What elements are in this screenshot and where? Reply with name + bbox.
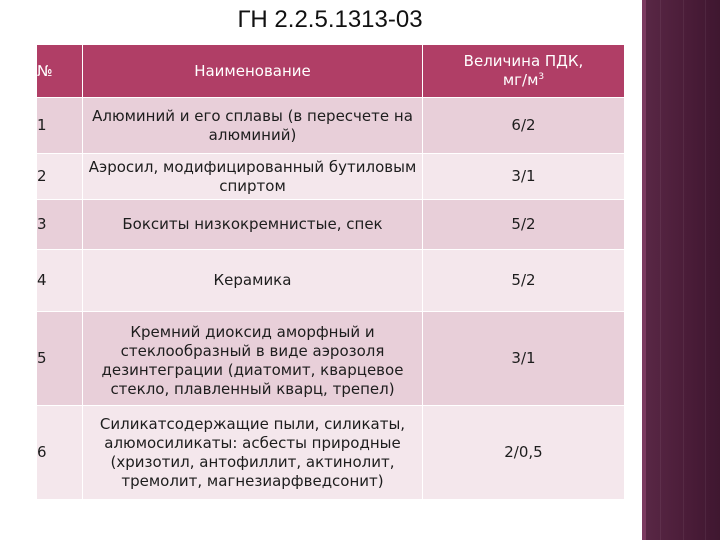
row-number: 4 (37, 250, 83, 312)
header-number: № (37, 45, 83, 98)
pdk-value: 5/2 (423, 250, 625, 312)
row-number: 5 (37, 312, 83, 406)
side-panel-stripe (660, 0, 661, 540)
table-row (37, 154, 625, 200)
slide-title: ГН 2.2.5.1313-03 (237, 6, 423, 33)
decorative-side-panel (642, 0, 720, 540)
header-name: Наименование (83, 45, 423, 98)
header-value-unit: мг/м (502, 71, 539, 89)
table-row (37, 250, 625, 312)
pdk-table (36, 44, 625, 500)
header-value (423, 45, 625, 98)
table-row (37, 200, 625, 250)
side-panel-stripe (705, 0, 706, 540)
row-number: 2 (37, 154, 83, 200)
substance-name: Бокситы низкокремнистые, спек (83, 200, 423, 250)
table-header-row (37, 45, 625, 98)
table-row (37, 98, 625, 154)
row-number: 3 (37, 200, 83, 250)
substance-name: Кремний диоксид аморфный и стеклообразный в виде аэрозоля дезинтеграции (диатомит, кварцевое стекло, плавленный кварц, трепел) (83, 312, 423, 406)
table-row (37, 312, 625, 406)
row-number: 1 (37, 98, 83, 154)
substance-name: Силикатсодержащие пыли, силикаты, алюмосиликаты: асбесты природные (хризотил, антофиллит, актинолит, тремолит, магнезиарфведсонит) (83, 406, 423, 500)
header-value-unit-exponent: 3 (538, 72, 545, 82)
pdk-value: 5/2 (423, 200, 625, 250)
pdk-value: 6/2 (423, 98, 625, 154)
pdk-value: 3/1 (423, 312, 625, 406)
substance-name: Алюминий и его сплавы (в пересчете на алюминий) (83, 98, 423, 154)
table-row (37, 406, 625, 500)
substance-name: Аэросил, модифицированный бутиловым спиртом (83, 154, 423, 200)
header-value-label: Величина ПДК, (463, 52, 584, 70)
pdk-value: 3/1 (423, 154, 625, 200)
substance-name: Керамика (83, 250, 423, 312)
pdk-value: 2/0,5 (423, 406, 625, 500)
row-number: 6 (37, 406, 83, 500)
side-panel-stripe (683, 0, 684, 540)
